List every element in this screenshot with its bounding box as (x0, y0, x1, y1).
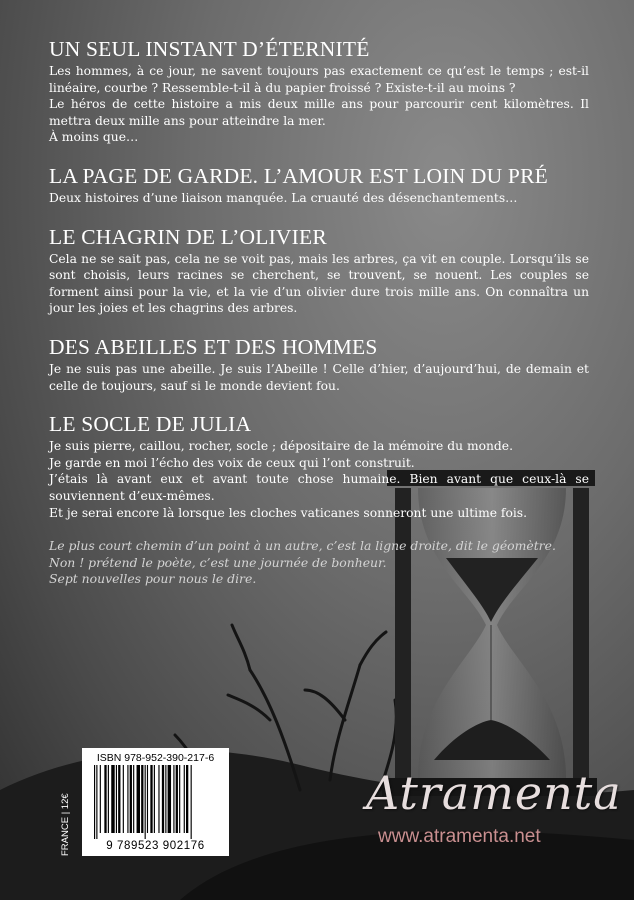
story-section-1 (49, 36, 589, 146)
barcode-bar (186, 765, 188, 833)
story-section-5 (49, 411, 589, 521)
story-title: LE SOCLE DE JULIA (49, 412, 252, 437)
barcode-bar (137, 765, 140, 833)
story-paragraph: Je garde en moi l’écho des voix de ceux qui l’ont construit. (49, 455, 415, 470)
barcode-bar (154, 765, 155, 833)
barcode-bar (145, 765, 146, 839)
story-paragraph: Le héros de cette histoire a mis deux mille ans pour parcourir cent kilomètres. Il mettra deux mille ans pour atteindre la mer. (49, 97, 589, 128)
barcode-bar (165, 765, 166, 833)
barcode-bars-icon (94, 765, 217, 839)
story-paragraph: Je ne suis pas une abeille. Je suis l’Abeille ! Celle d’hier, d’aujourd’hui, de demain et celle de toujours, sauf si le monde devient fou. (49, 361, 589, 393)
story-title: UN SEUL INSTANT D’ÉTERNITÉ (49, 37, 370, 61)
ean-digits: 9 789523 902176 (106, 840, 205, 852)
barcode-bar (133, 765, 134, 833)
barcode-bar (96, 765, 97, 839)
tagline-line: Non ! prétend le poète, c’est une journée de bonheur. (49, 554, 387, 570)
tagline-line: Sept nouvelles pour nous le dire. (49, 571, 257, 587)
barcode-bar (168, 765, 171, 833)
isbn-number: ISBN 978-952-390-217-6 (96, 752, 215, 764)
story-title: LE CHAGRIN DE L’OLIVIER (49, 224, 327, 249)
story-paragraph: Et je serai encore là lorsque les cloches vaticanes sonneront une ultime fois. (49, 505, 528, 520)
story-section-4 (49, 334, 589, 394)
barcode-bar (130, 765, 132, 833)
story-paragraph: À moins que… (49, 130, 139, 145)
story-title: DES ABEILLES ET DES HOMMES (49, 334, 378, 359)
barcode-bar (173, 765, 174, 833)
story-paragraph: Je suis pierre, caillou, rocher, socle ; dépositaire de la mémoire du monde. (49, 439, 513, 454)
barcode-bar (147, 765, 148, 833)
barcode-bar (116, 765, 117, 833)
story-section-2 (49, 163, 589, 207)
barcode-bar (158, 765, 159, 833)
tagline-line: Le plus court chemin d’un point à un autre, c’est la ligne droite, dit le géomètre. (49, 538, 556, 554)
barcode (82, 748, 229, 856)
barcode-bar (127, 765, 128, 833)
barcode-bar (191, 765, 192, 839)
barcode-bar (150, 765, 152, 833)
barcode-bar (94, 765, 95, 839)
barcode-bar (179, 765, 180, 833)
tagline (49, 538, 589, 588)
barcode-bar (104, 765, 106, 833)
publisher-logo: Atramenta (366, 766, 622, 820)
back-cover-text (49, 36, 589, 588)
barcode-bar (123, 765, 124, 833)
barcode-bar (176, 765, 178, 833)
barcode-bar (118, 765, 120, 833)
barcode-bar (108, 765, 109, 833)
story-title: LA PAGE DE GARDE. L’AMOUR EST LOIN DU PRÉ (49, 163, 548, 188)
story-paragraph: Les hommes, à ce jour, ne savent toujours pas exactement ce qu’est le temps ; est-il linéaire, courbe ? Ressemble-t-il à du papier froissé ? Existe-t-il au moins ? (49, 64, 589, 95)
barcode-bar (100, 765, 101, 833)
story-paragraph: Cela ne se sait pas, cela ne se voit pas, mais les arbres, ça vit en couple. Lorsqu’ils se sont choisis, leurs racines se cherchent, se trouvent, se nouent. Les couples se forment ainsi pour la vie, et la vie d’un olivier dure trois mille ans. On connaîtra un jour les joies et les chagrins des arbres. (49, 251, 589, 316)
story-section-3 (49, 224, 589, 317)
barcode-bar (162, 765, 164, 833)
story-paragraph: Deux histoires d’une liaison manquée. La cruauté des désenchantements… (49, 190, 518, 205)
price-label: FRANCE | 12€ (60, 793, 71, 856)
barcode-bar (111, 765, 114, 833)
story-paragraph: J’étais là avant eux et avant toute chose humaine. Bien avant que ceux-là se souviennent d’eux-mêmes. (49, 472, 589, 503)
barcode-bar (141, 765, 143, 833)
barcode-bar (184, 765, 185, 833)
publisher-website: www.atramenta.net (378, 826, 541, 847)
